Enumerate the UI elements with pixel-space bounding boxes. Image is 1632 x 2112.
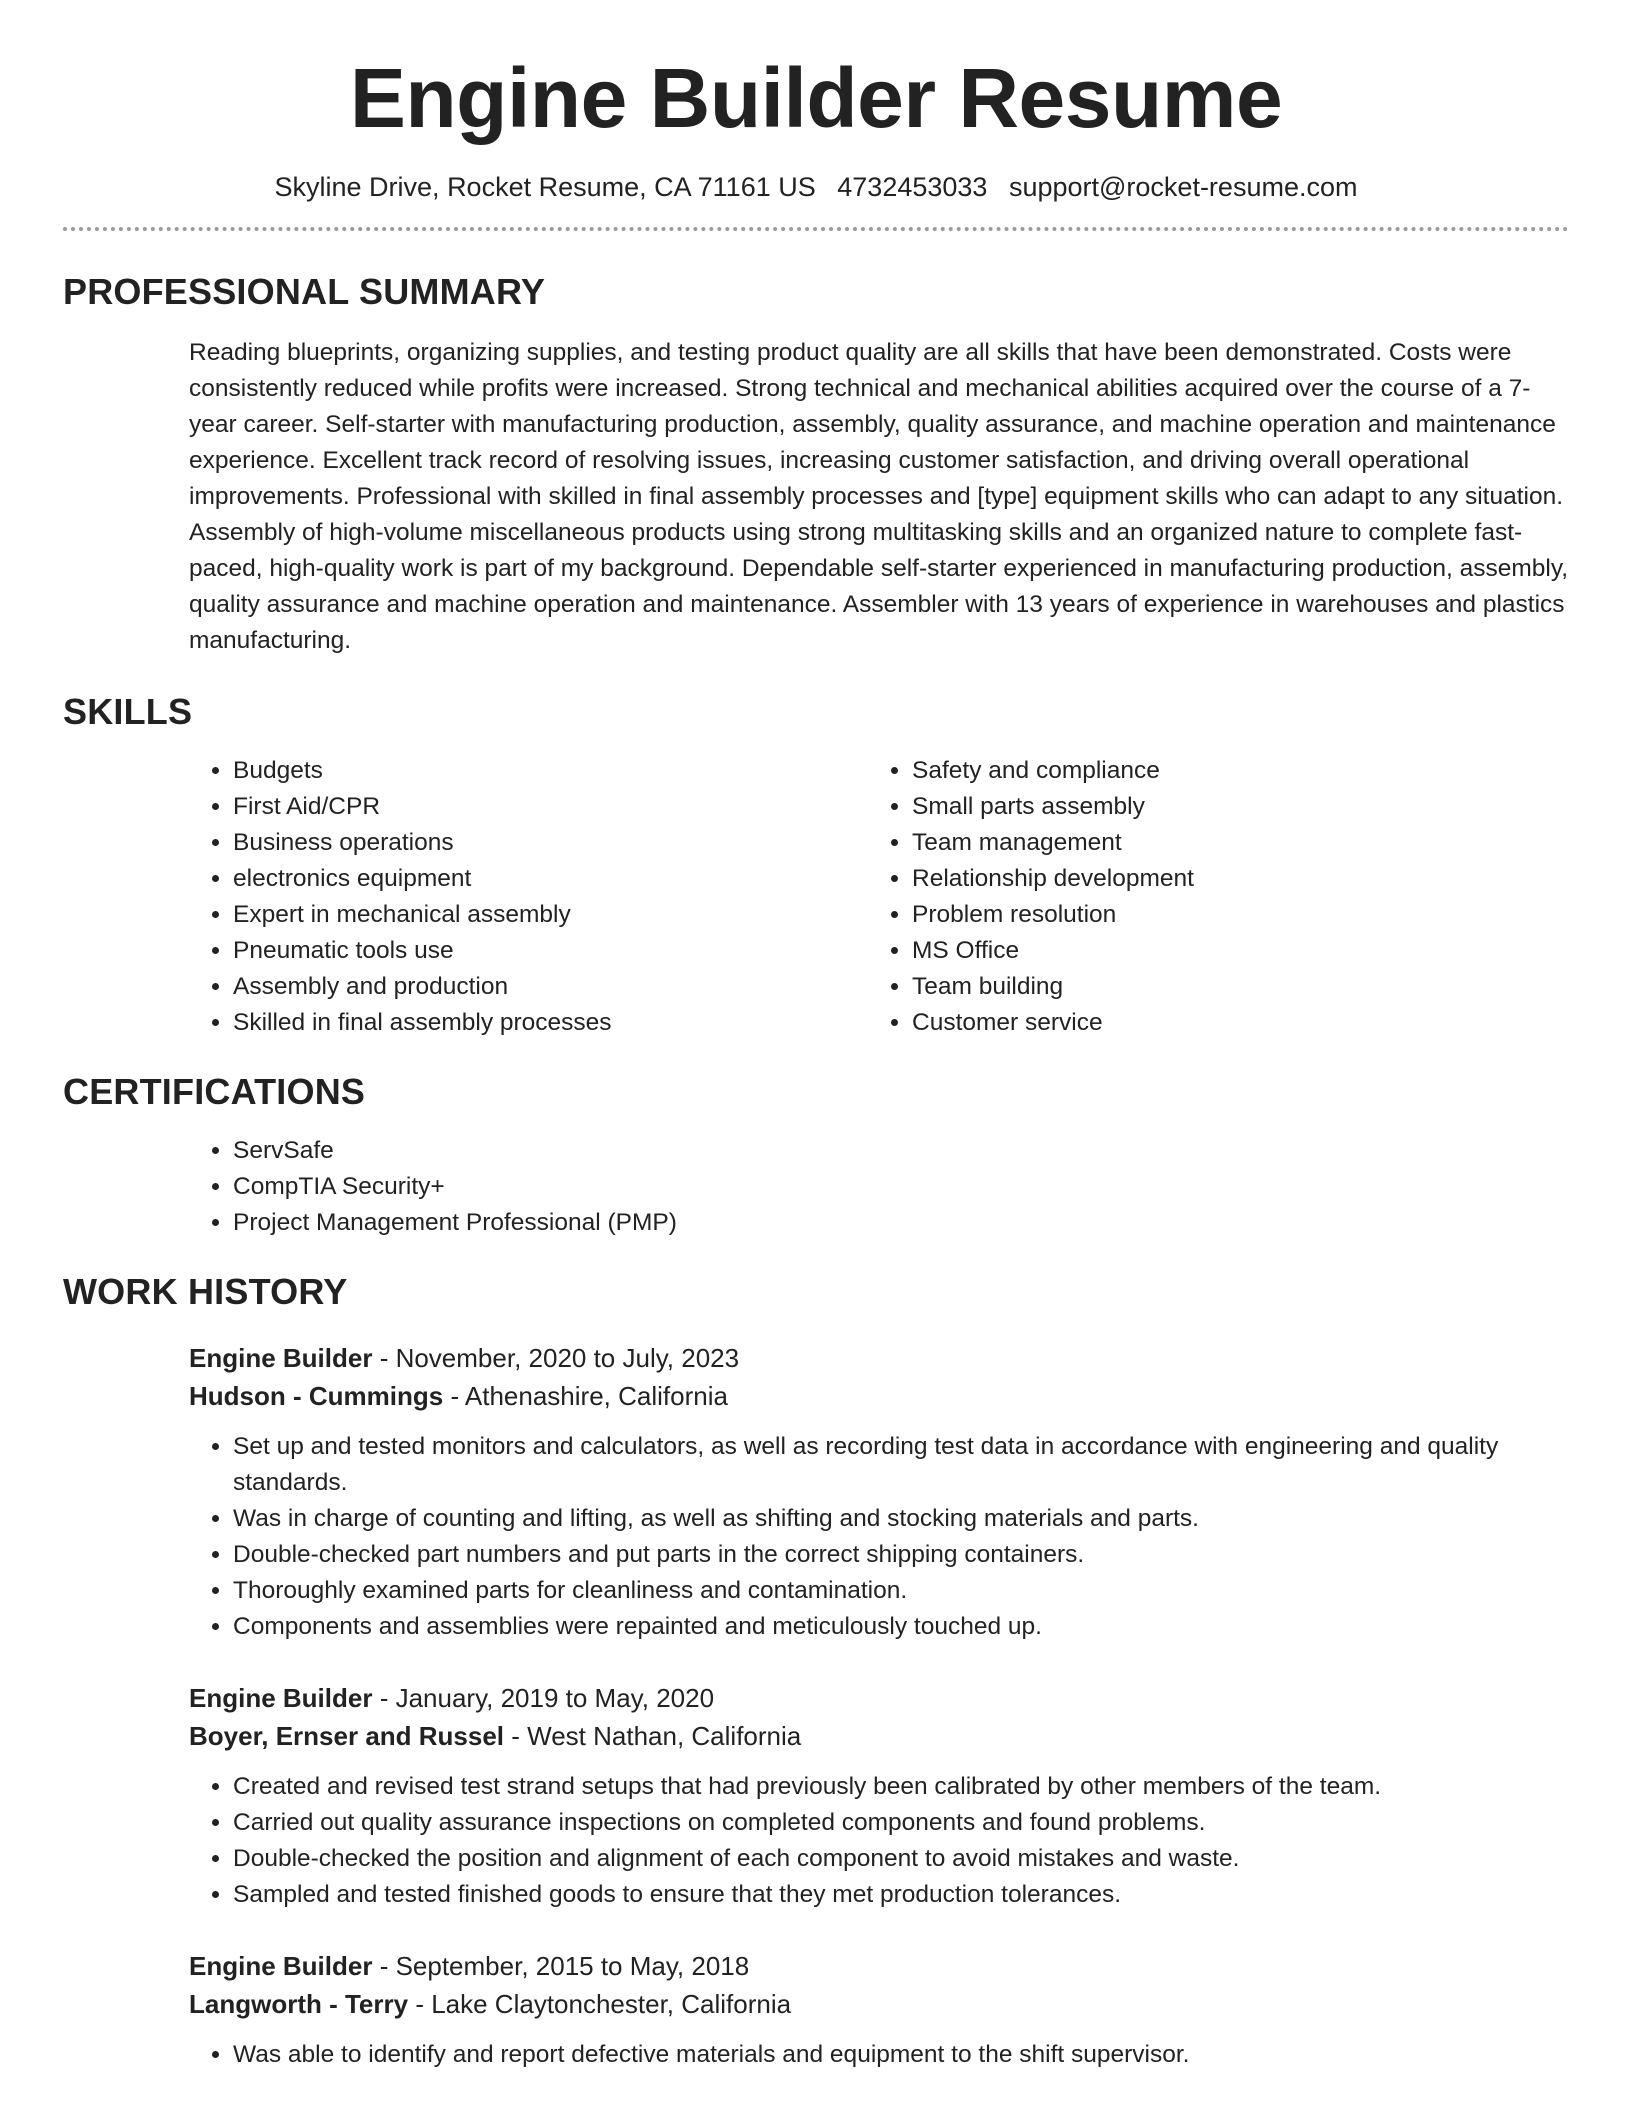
job-duty-item: • Was able to identify and report defective materials and equipment to the shift supervisor. xyxy=(233,2037,1569,2073)
job-company-line xyxy=(189,1985,1569,2023)
job-title-line xyxy=(189,1947,1569,1985)
job-entry xyxy=(189,1679,1569,1913)
skills-column-left xyxy=(189,753,868,1041)
skill-item: • First Aid/CPR xyxy=(233,789,868,825)
job-duties xyxy=(189,1429,1569,1645)
job-title: Engine Builder xyxy=(189,1343,373,1374)
skill-item: • Safety and compliance xyxy=(912,753,1547,789)
job-duty-item: • Was in charge of counting and lifting, as well as shifting and stocking materials and parts. xyxy=(233,1501,1569,1537)
skills-heading: SKILLS xyxy=(63,691,193,733)
summary-text: Reading blueprints, organizing supplies, and testing product quality are all skills that have been demonstrated. Costs were consistently reduced while profits were increased. Strong technical and mechanical abilities acquired over the course of a 7-year career. Self-starter with manufacturing production, assembly, quality assurance, and machine operation and maintenance experience. Excellent track record of resolving issues, increasing customer satisfaction, and driving overall operational improvements. Professional with skilled in final assembly processes and [type] equipment skills who can adapt to any situation. Assembly of high-volume miscellaneous products using strong multitasking skills and an organized nature to complete fast-paced, high-quality work is part of my background. Dependable self-starter experienced in manufacturing production, assembly, quality assurance and machine operation and maintenance. Assembler with 13 years of experience in warehouses and plastics manufacturing. xyxy=(189,339,1569,655)
job-title-line xyxy=(189,1339,1569,1377)
job-entry xyxy=(189,1947,1569,2073)
contact-line xyxy=(63,172,1569,203)
job-location: - Athenashire, California xyxy=(443,1381,728,1412)
skill-item: • Small parts assembly xyxy=(912,789,1547,825)
skill-item: • Budgets xyxy=(233,753,868,789)
skill-item: • Assembly and production xyxy=(233,969,868,1005)
certifications-heading: CERTIFICATIONS xyxy=(63,1071,366,1113)
job-duties xyxy=(189,1769,1569,1913)
job-company: Hudson - Cummings xyxy=(189,1381,444,1412)
job-company-line xyxy=(189,1717,1569,1755)
resume-title: Engine Builder Resume xyxy=(349,51,1283,145)
job-title-line xyxy=(189,1679,1569,1717)
skills-list xyxy=(189,753,1569,1041)
skill-item: • Customer service xyxy=(912,1005,1547,1041)
job-duties xyxy=(189,2037,1569,2073)
job-duty-item: • Thoroughly examined parts for cleanliness and contamination. xyxy=(233,1573,1569,1609)
contact-address: Skyline Drive, Rocket Resume, CA 71161 US xyxy=(274,172,816,203)
certifications-list xyxy=(189,1133,1569,1241)
skill-item: • Expert in mechanical assembly xyxy=(233,897,868,933)
job-title: Engine Builder xyxy=(189,1951,373,1982)
job-duty-item: • Set up and tested monitors and calculators, as well as recording test data in accordance with engineering and quality standards. xyxy=(233,1429,1569,1501)
job-duty-item: • Double-checked the position and alignment of each component to avoid mistakes and waste. xyxy=(233,1841,1569,1877)
job-dates: - January, 2019 to May, 2020 xyxy=(372,1683,715,1714)
job-location: - Lake Claytonchester, California xyxy=(408,1989,792,2020)
certification-item: • ServSafe xyxy=(233,1133,1569,1169)
job-company: Langworth - Terry xyxy=(189,1989,409,2020)
contact-email: support@rocket-resume.com xyxy=(1008,172,1358,203)
job-company-line xyxy=(189,1377,1569,1415)
skill-item: • Business operations xyxy=(233,825,868,861)
certification-item: • Project Management Professional (PMP) xyxy=(233,1205,1569,1241)
skill-item: • Pneumatic tools use xyxy=(233,933,868,969)
job-duty-item: • Carried out quality assurance inspections on completed components and found problems. xyxy=(233,1805,1569,1841)
skill-item: • Team management xyxy=(912,825,1547,861)
job-duty-item: • Created and revised test strand setups that had previously been calibrated by other members of the team. xyxy=(233,1769,1569,1805)
job-duty-item: • Double-checked part numbers and put parts in the correct shipping containers. xyxy=(233,1537,1569,1573)
job-duty-item: • Components and assemblies were repainted and meticulously touched up. xyxy=(233,1609,1569,1645)
contact-phone: 4732453033 xyxy=(837,172,988,203)
skill-item: • Skilled in final assembly processes xyxy=(233,1005,868,1041)
job-entry xyxy=(189,1339,1569,1645)
job-location: - West Nathan, California xyxy=(504,1721,802,1752)
header-divider xyxy=(63,227,1569,231)
job-company: Boyer, Ernser and Russel xyxy=(189,1721,505,1752)
skill-item: • Problem resolution xyxy=(912,897,1547,933)
certification-item: • CompTIA Security+ xyxy=(233,1169,1569,1205)
job-dates: - September, 2015 to May, 2018 xyxy=(372,1951,750,1982)
work-history-heading: WORK HISTORY xyxy=(63,1271,348,1313)
skill-item: • electronics equipment xyxy=(233,861,868,897)
skill-item: • Team building xyxy=(912,969,1547,1005)
job-dates: - November, 2020 to July, 2023 xyxy=(372,1343,740,1374)
skill-item: • MS Office xyxy=(912,933,1547,969)
job-duty-item: • Sampled and tested finished goods to ensure that they met production tolerances. xyxy=(233,1877,1569,1913)
summary-heading: PROFESSIONAL SUMMARY xyxy=(63,271,546,313)
job-title: Engine Builder xyxy=(189,1683,373,1714)
skill-item: • Relationship development xyxy=(912,861,1547,897)
skills-column-right xyxy=(868,753,1547,1041)
